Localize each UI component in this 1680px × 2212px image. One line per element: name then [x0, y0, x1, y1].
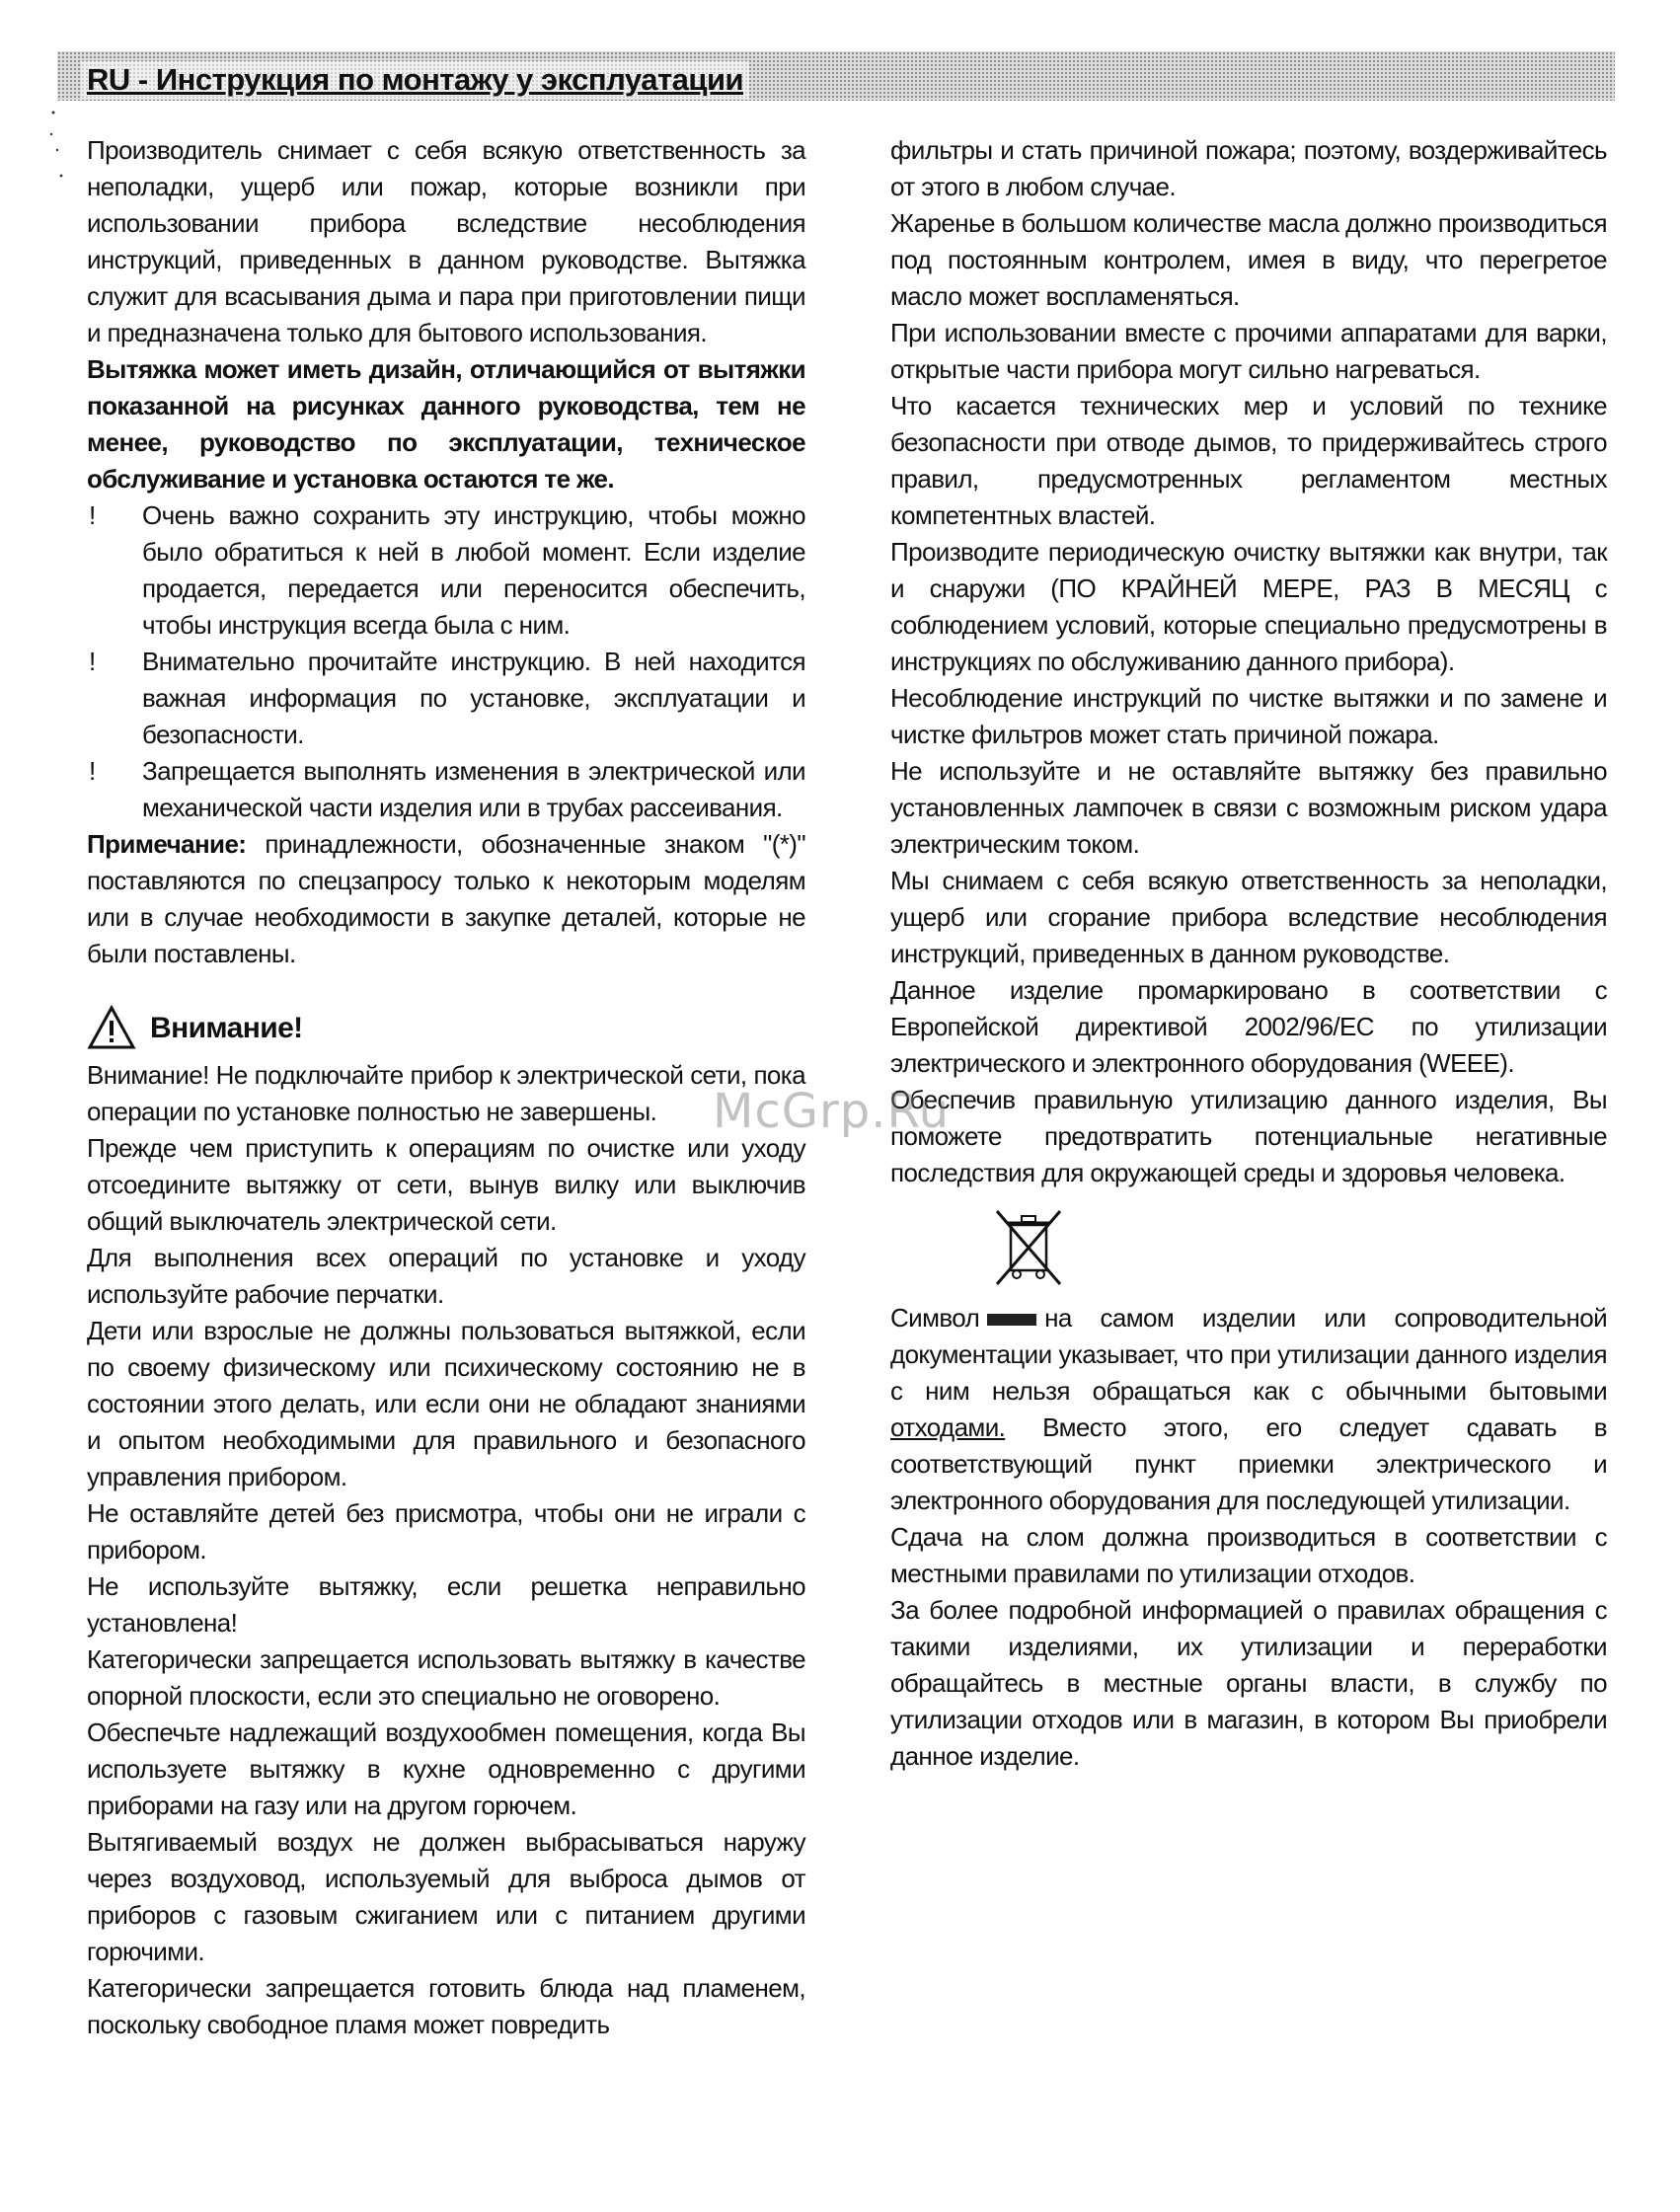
paragraph: За более подробной информацией о правилах обращения с такими изделиями, их утилизации и переработки обращайтесь в местные органы власти, в службу по утилизации отходов или в магазин, в котором Вы приобрели данное изделие.	[890, 1595, 1607, 1771]
paragraph: Обеспечив правильную утилизацию данного изделия, Вы поможете предотвратить потенциальные негативные последствия для окружающей среды и здоровья человека.	[890, 1085, 1607, 1187]
list-item: ! Запрещается выполнять изменения в электрической или механической части изделия или в трубах рассеивания.	[89, 756, 805, 822]
symbol-paragraph: Символ на самом изделии или сопроводительной документации указывает, что при утилизации данного изделия с ним нельзя обращаться как с обычными бытовыми отходами. Вместо этого, его следует сдавать в соответствующий пункт приемки электрического и электронного оборудования для последующей утилизации.	[890, 1303, 1607, 1515]
paragraph: Не оставляйте детей без присмотра, чтобы они не играли с прибором.	[87, 1498, 805, 1564]
paragraph: Жаренье в большом количестве масла должно производиться под постоянным контролем, имея в виду, что перегретое масло может воспламеняться.	[890, 208, 1607, 311]
warning-title: Внимание!	[150, 1011, 303, 1044]
paragraph: фильтры и стать причиной пожара; поэтому, воздерживайтесь от этого в любом случае.	[890, 135, 1607, 201]
paragraph: Не используйте вытяжку, если решетка неправильно установлена!	[87, 1571, 805, 1638]
paragraph: Прежде чем приступить к операциям по очистке или уходу отсоедините вытяжку от сети, вынув вилку или выключив общий выключатель электрической сети.	[87, 1133, 805, 1236]
paragraph: Обеспечьте надлежащий воздухообмен помещения, когда Вы используете вытяжку в кухне одновременно с другими приборами на газу или на другом горючем.	[87, 1717, 805, 1820]
paragraph: Для выполнения всех операций по установке и уходу используйте рабочие перчатки.	[87, 1243, 805, 1309]
intro-paragraph: Производитель снимает с себя всякую ответственность за неполадки, ущерб или пожар, которые возникли при использовании прибора вследствие несоблюдения инструкций, приведенных в данном руководстве. Вытяжка служит для всасывания дыма и пара при приготовлении пищи и предназначена только для бытового использования.	[87, 135, 805, 347]
left-column	[87, 132, 805, 2043]
paragraph: Категорически запрещается использовать вытяжку в качестве опорной плоскости, если это специально не оговорено.	[87, 1644, 805, 1711]
right-paragraphs-end	[890, 1519, 1607, 1775]
paragraph: Внимание! Не подключайте прибор к электрической сети, пока операции по установке полностью не завершены.	[87, 1060, 805, 1126]
right-paragraphs	[890, 132, 1607, 1191]
paragraph: Несоблюдение инструкций по чистке вытяжки и по замене и чистке фильтров может стать причиной пожара.	[890, 683, 1607, 749]
accessory-note: Примечание: принадлежности, обозначенные знаком "(*)" поставляются по спецзапросу только к некоторым моделям или в случае необходимости в закупке деталей, которые не были поставлены.	[87, 829, 805, 968]
paragraph: Сдача на слом должна производиться в соответствии с местными правилами по утилизации отходов.	[890, 1522, 1607, 1588]
paragraph: Вытягиваемый воздух не должен выбрасываться наружу через воздуховод, используемый для выброса дымов от приборов с газовым сжиганием или с питанием другими горючими.	[87, 1827, 805, 1966]
warning-triangle-icon	[87, 1005, 136, 1050]
right-column	[890, 132, 1607, 1775]
warning-list	[87, 1057, 805, 2043]
page-title: RU - Инструкция по монтажу у эксплуатации	[81, 61, 749, 99]
paragraph: Категорически запрещается готовить блюда над пламенем, поскольку свободное пламя может повредить	[87, 1973, 805, 2039]
scan-dots	[47, 107, 77, 195]
weee-bin-icon	[991, 1205, 1066, 1288]
paragraph: Дети или взрослые не должны пользоваться вытяжкой, если по своему физическому или психическому состоянию не в состоянии этого делать, или если они не обладают знаниями и опытом необходимыми для правильного и безопасного управления прибором.	[87, 1316, 805, 1491]
paragraph: Производите периодическую очистку вытяжки как внутри, так и снаружи (ПО КРАЙНЕЙ МЕРЕ, РАЗ В МЕСЯЦ с соблюдением условий, которые специально предусмотрены в инструкциях по обслуживанию данного прибора).	[890, 537, 1607, 676]
design-note: Вытяжка может иметь дизайн, отличающийся от вытяжки показанной на рисунках данного руководства, тем не менее, руководство по эксплуатации, техническое обслуживание и установка остаются те же.	[87, 354, 805, 494]
weee-bar-icon	[987, 1314, 1036, 1326]
warning-heading	[87, 1002, 805, 1053]
paragraph: Не используйте и не оставляйте вытяжку без правильно установленных лампочек в связи с возможным риском удара электрическим током.	[890, 756, 1607, 859]
watermark: McGrp.Ru	[713, 1084, 951, 1139]
paragraph: Данное изделие промаркировано в соответствии с Европейской директивой 2002/96/ЕС по утилизации электрического и электронного оборудования (WEEE).	[890, 975, 1607, 1078]
list-item: ! Очень важно сохранить эту инструкцию, чтобы можно было обратиться к ней в любой момент. Если изделие продается, передается или переносится обеспечить, чтобы инструкция всегда была с ним.	[89, 500, 805, 640]
list-item: ! Внимательно прочитайте инструкцию. В ней находится важная информация по установке, эксплуатации и безопасности.	[89, 647, 805, 749]
paragraph: При использовании вместе с прочими аппаратами для варки, открытые части прибора могут сильно нагреваться.	[890, 318, 1607, 384]
paragraph: Мы снимаем с себя всякую ответственность за неполадки, ущерб или сгорание прибора вследствие несоблюдения инструкций, приведенных в данном руководстве.	[890, 866, 1607, 968]
paragraph: Что касается технических мер и условий по технике безопасности при отводе дымов, то придерживайтесь строго правил, предусмотренных регламентом местных компетентных властей.	[890, 391, 1607, 530]
